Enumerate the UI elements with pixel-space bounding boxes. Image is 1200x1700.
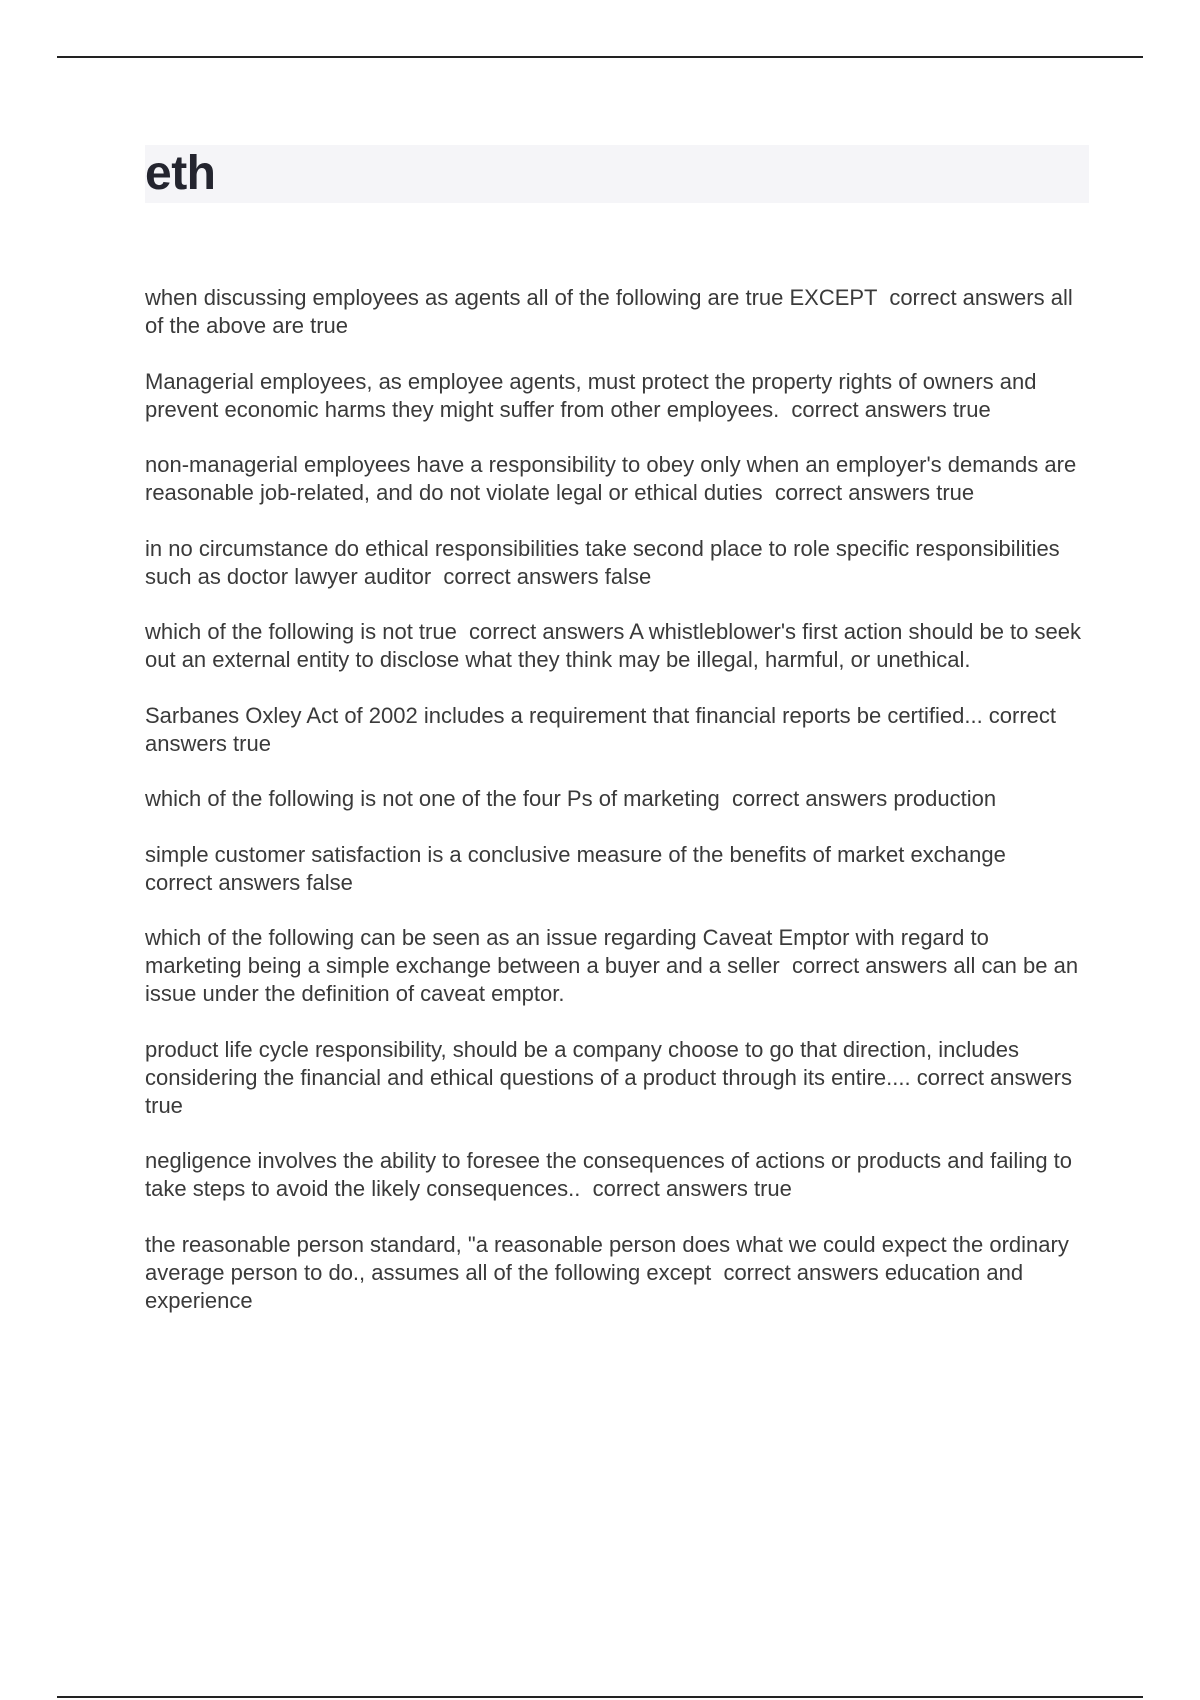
qa-list	[145, 284, 1088, 1342]
qa-item-5: which of the following is not true correct answers A whistleblower's first action should be to seek out an external entity to disclose what they think may be illegal, harmful, or unethical.	[145, 619, 1088, 672]
qa-item-10: product life cycle responsibility, should be a company choose to go that direction, includes considering the financial and ethical questions of a product through its entire.... correct answers true	[145, 1036, 1079, 1118]
page-title: eth	[145, 147, 216, 200]
top-rule	[57, 56, 1143, 58]
qa-item-9: which of the following can be seen as an issue regarding Caveat Emptor with regard to marketing being a simple exchange between a buyer and a seller correct answers all can be an issue under the definition of caveat emptor.	[145, 925, 1085, 1006]
qa-item-4: in no circumstance do ethical responsibilities take second place to role specific responsibilities such as doctor lawyer auditor correct answers false	[145, 535, 1066, 589]
qa-item-8: simple customer satisfaction is a conclusive measure of the benefits of market exchange correct answers false	[145, 841, 1019, 895]
qa-item-6: Sarbanes Oxley Act of 2002 includes a requirement that financial reports be certified... correct answers true	[145, 702, 1063, 756]
qa-item-7: which of the following is not one of the four Ps of marketing correct answers production	[145, 786, 997, 811]
title-band	[145, 145, 1089, 203]
qa-item-12: the reasonable person standard, "a reasonable person does what we could expect the ordinary average person to do., assumes all of the following except correct answers education and experience	[145, 1231, 1075, 1313]
qa-item-1: when discussing employees as agents all of the following are true EXCEPT correct answers all of the above are true	[145, 285, 1079, 338]
qa-item-11: negligence involves the ability to foresee the consequences of actions or products and failing to take steps to avoid the likely consequences.. correct answers true	[145, 1148, 1079, 1201]
bottom-rule	[57, 1696, 1143, 1698]
qa-item-3: non-managerial employees have a responsibility to obey only when an employer's demands are reasonable job-related, and do not violate legal or ethical duties correct answers true	[145, 452, 1083, 505]
qa-item-2: Managerial employees, as employee agents, must protect the property rights of owners and prevent economic harms they might suffer from other employees. correct answers true	[145, 368, 1043, 422]
